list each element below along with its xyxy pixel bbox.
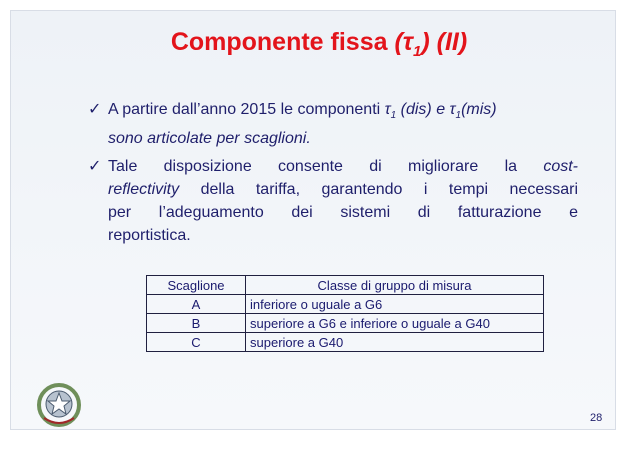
table-header-row: [147, 276, 544, 295]
checkmark-icon: ✓: [88, 158, 102, 175]
italian-republic-emblem-icon: [36, 382, 82, 428]
bullet-2-line-3: per l’adeguamento dei sistemi di fatturazione e: [108, 204, 578, 221]
bullet-2-line-1: Tale disposizione consente di migliorare la cost-: [108, 158, 578, 175]
table-row: [147, 295, 544, 314]
bullet-2-line-2: reflectivity della tariffa, garantendo i tempi necessari: [108, 181, 578, 198]
table-row: [147, 314, 544, 333]
table-header: Scaglione: [147, 276, 246, 295]
scaglioni-table: [146, 275, 544, 352]
title-main: Componente fissa: [170, 28, 395, 56]
table-row: [147, 333, 544, 352]
bullet-2-line-4: reportistica.: [108, 227, 191, 244]
slide-title: [0, 28, 638, 60]
page-number: 28: [590, 412, 603, 424]
tau-symbol: $\tau_1$ (dis) e $\tau_1(mis)$: [384, 101, 497, 122]
table-cell: inferiore o uguale a G6: [246, 295, 544, 314]
bullet-item-1: ✓ A partire dall’anno 2015 le componenti $\tau_1$ (dis) e $\tau_1(mis)$ sono articolate per scaglioni.: [108, 98, 578, 150]
table-cell: B: [147, 314, 246, 333]
table-cell: C: [147, 333, 246, 352]
table-header: Classe di gruppo di misura: [246, 276, 544, 295]
checkmark-icon: ✓: [88, 101, 102, 118]
table-cell: superiore a G40: [246, 333, 544, 352]
table-cell: superiore a G6 e inferiore o uguale a G40: [246, 314, 544, 333]
table-cell: A: [147, 295, 246, 314]
bullet-1-line-2: sono articolate per scaglioni.: [108, 130, 311, 148]
title-tau: $(\tau_1)$ (II): [394, 28, 468, 60]
bullet-item-2: [88, 155, 578, 247]
